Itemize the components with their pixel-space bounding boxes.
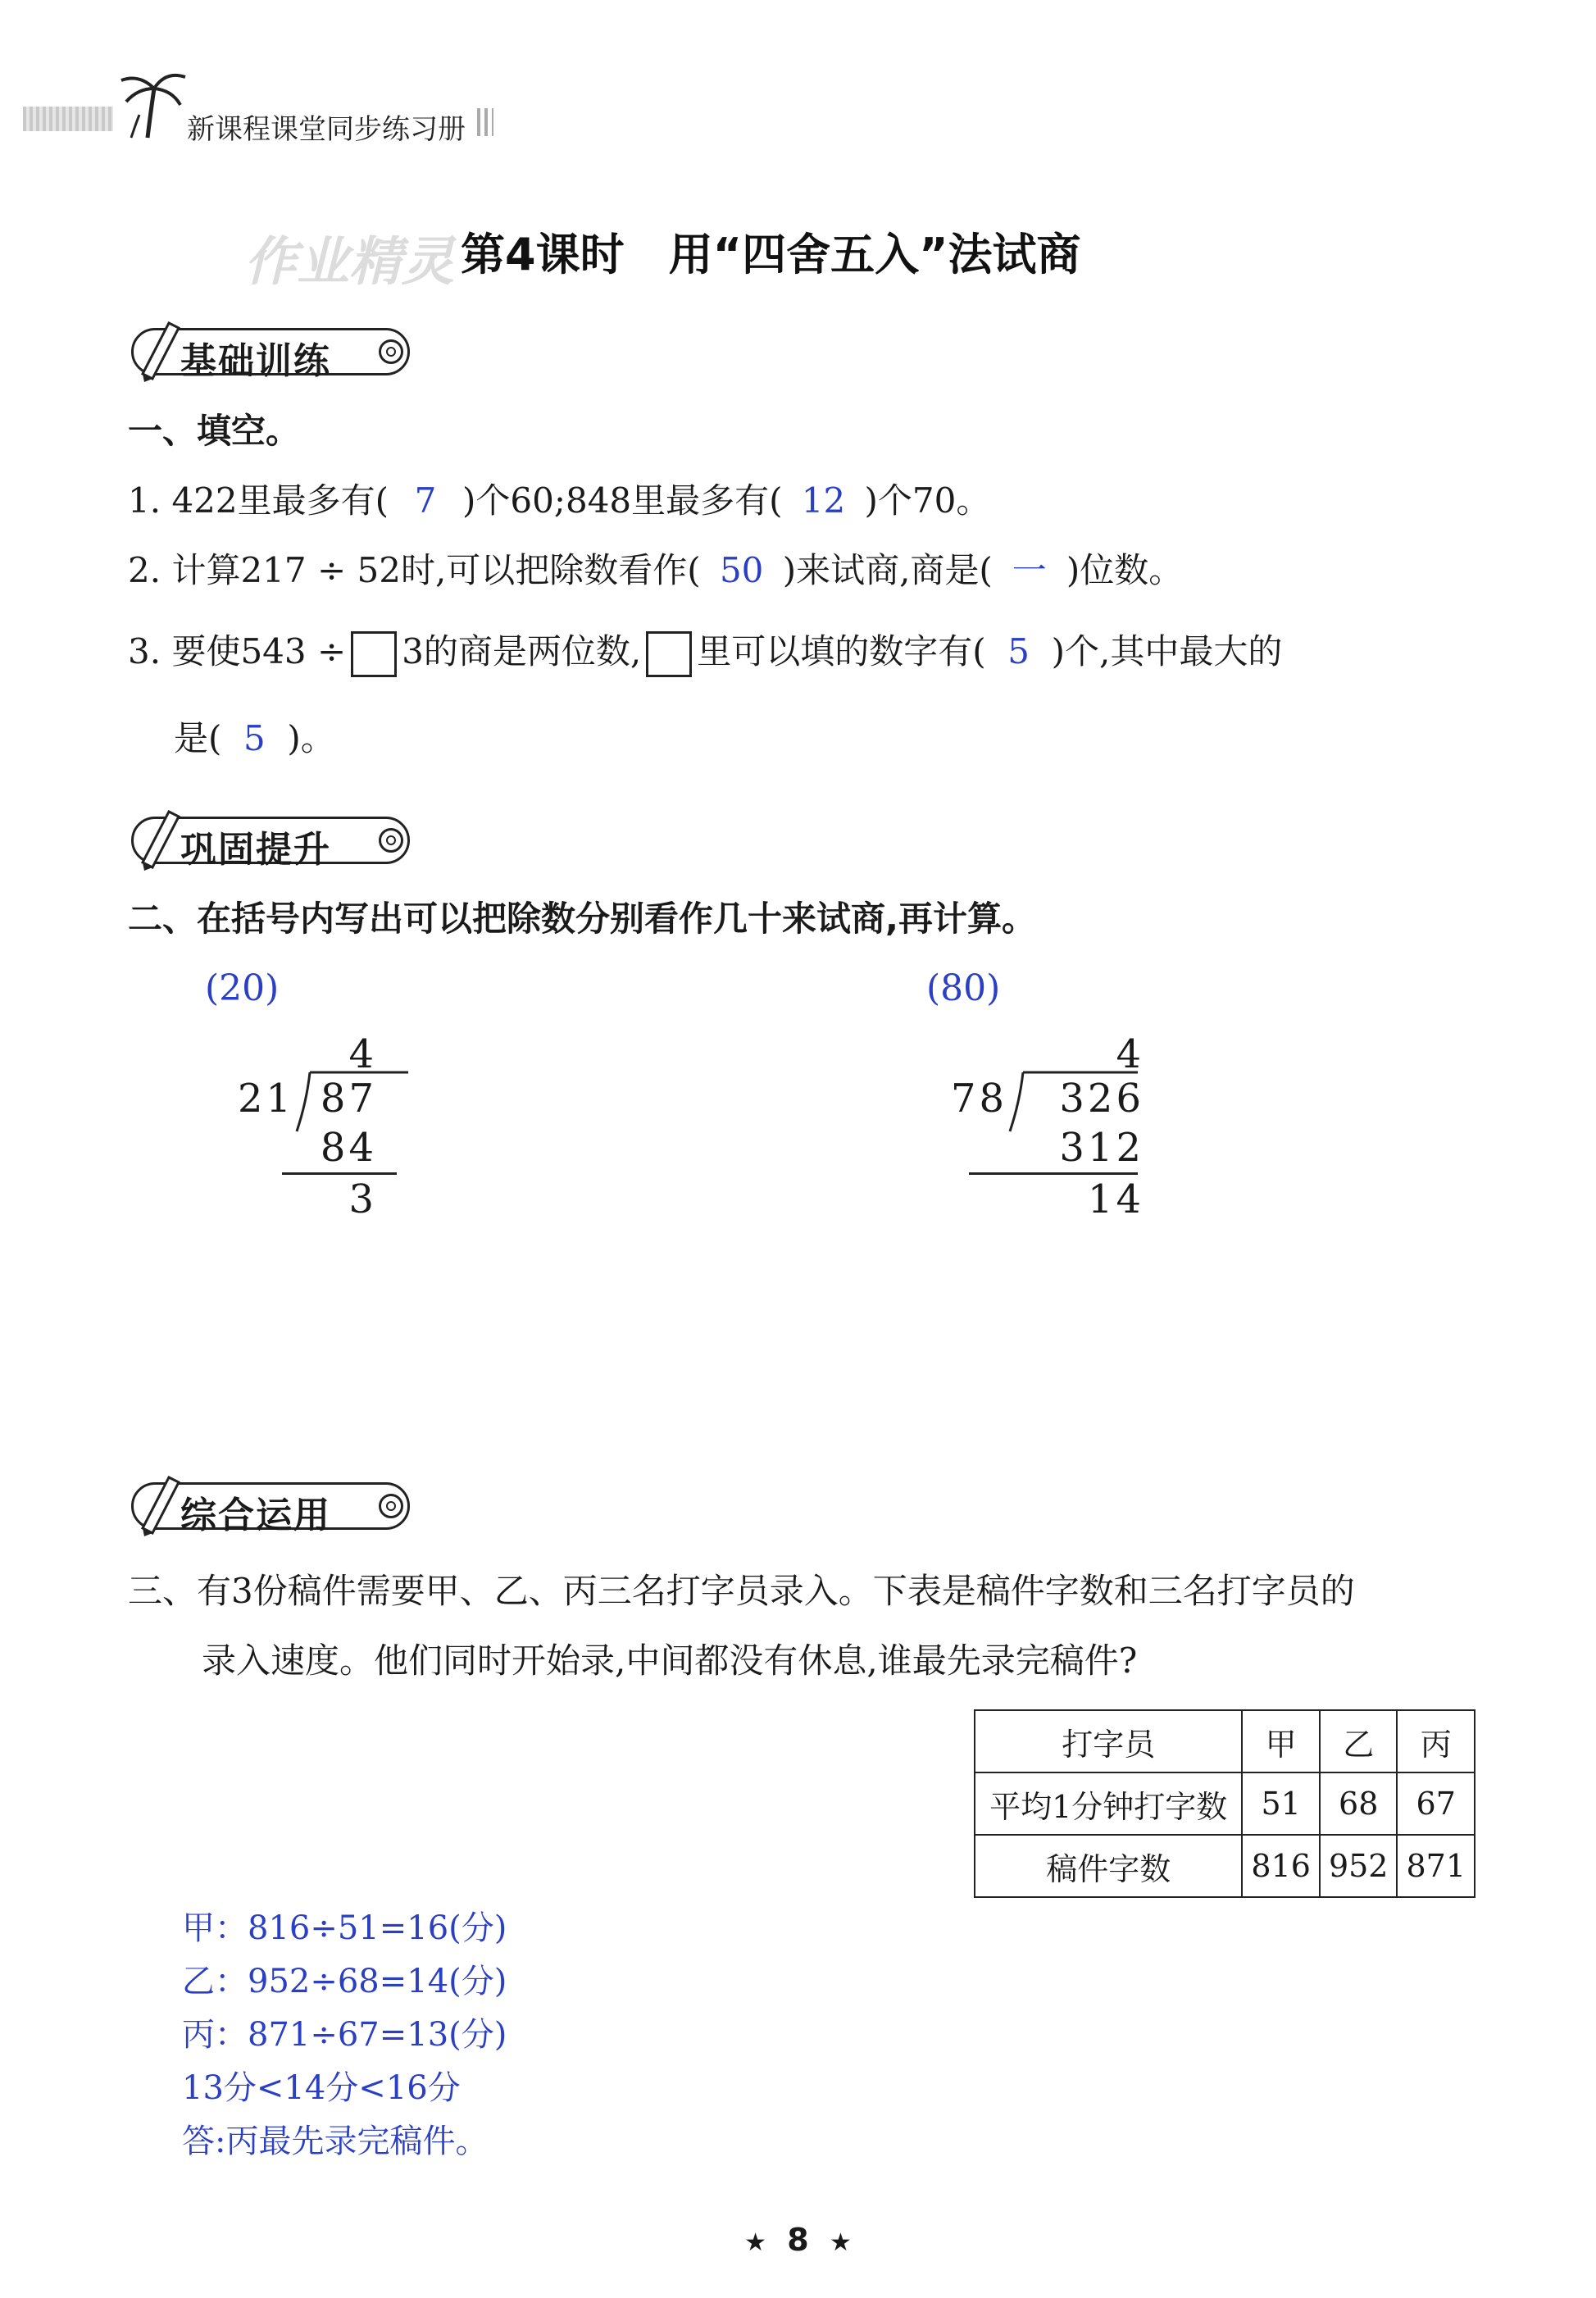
pencil-icon (134, 1476, 184, 1536)
question-text: )位数。 (1066, 550, 1184, 590)
question-number: 1. (128, 480, 161, 521)
pencil-icon (134, 810, 184, 871)
divisor: 78 (951, 1076, 1008, 1122)
question-text: )个60;848里最多有( (462, 480, 783, 521)
remainder: 14 (1087, 1176, 1144, 1222)
ring-icon (379, 828, 403, 853)
palm-tree-icon (115, 66, 189, 139)
pencil-icon (134, 321, 184, 382)
ring-icon (379, 339, 403, 364)
question-text: 里可以填的数字有( (697, 631, 986, 671)
divisor: 21 (238, 1076, 295, 1122)
quotient: 4 (1116, 1031, 1144, 1077)
question-text: 是( (174, 718, 222, 758)
question-text: 3的商是两位数, (402, 631, 642, 671)
table-cell: 68 (1320, 1772, 1398, 1835)
table-cell: 816 (1242, 1835, 1320, 1897)
answer: 一 (1012, 550, 1047, 590)
table-cell: 乙 (1320, 1710, 1398, 1772)
remainder: 3 (348, 1176, 377, 1222)
page-number: 8 (787, 2222, 809, 2258)
ring-icon (379, 1494, 403, 1518)
answer-line: 答:丙最先录完稿件。 (182, 2123, 489, 2160)
lesson-title: 第4课时 用“四舍五入”法试商 (461, 229, 1081, 280)
answer: 7 (414, 480, 437, 521)
typing-speed-table (974, 1709, 1476, 1898)
star-icon: ★ (744, 2228, 767, 2257)
section-badge-basic (123, 321, 418, 380)
long-division-1 (205, 967, 418, 1230)
star-icon: ★ (829, 2228, 852, 2257)
table-row (975, 1835, 1475, 1897)
part2-heading: 二、在括号内写出可以把除数分别看作几十来试商,再计算。 (128, 899, 1036, 939)
answer-line: 丙：871÷67=13(分) (182, 2016, 507, 2054)
answer-line: 13分<14分<16分 (182, 2069, 461, 2107)
question-text: 计算217 ÷ 52时,可以把除数看作( (171, 550, 701, 590)
product: 312 (1059, 1125, 1144, 1171)
answer: 5 (1007, 631, 1030, 671)
blank-box[interactable] (351, 631, 397, 677)
table-cell: 51 (1242, 1772, 1320, 1835)
table-cell: 丙 (1397, 1710, 1475, 1772)
dividend: 87 (320, 1076, 377, 1122)
estimate: (20) (205, 967, 280, 1009)
dividend: 326 (1059, 1076, 1144, 1122)
section-label: 基础训练 (180, 340, 331, 382)
table-row (975, 1710, 1475, 1772)
table-cell: 打字员 (975, 1710, 1242, 1772)
question-1 (128, 480, 991, 521)
section-label: 巩固提升 (180, 829, 331, 871)
table-cell: 952 (1320, 1835, 1398, 1897)
part3-question-line2: 录入速度。他们同时开始录,中间都没有休息,谁最先录完稿件? (202, 1640, 1138, 1681)
section-badge-comprehensive (123, 1476, 418, 1535)
subtraction-line (282, 1172, 397, 1175)
product: 84 (320, 1125, 377, 1171)
header-bars (477, 108, 493, 136)
answer: 5 (243, 718, 266, 758)
estimate: (80) (926, 967, 1001, 1009)
section-label: 综合运用 (180, 1495, 331, 1536)
question-text: 要使543 ÷ (171, 631, 347, 671)
section-badge-consolidate (123, 810, 418, 869)
book-title: 新课程课堂同步练习册 (187, 113, 466, 146)
table-cell: 67 (1397, 1772, 1475, 1835)
table-cell: 平均1分钟打字数 (975, 1772, 1242, 1835)
blank-box[interactable] (646, 631, 692, 677)
long-division-2 (926, 967, 1144, 1230)
question-text: 422里最多有( (171, 480, 389, 521)
table-cell: 稿件字数 (975, 1835, 1242, 1897)
question-text: )个,其中最大的 (1051, 631, 1283, 671)
question-text: )。 (287, 718, 335, 758)
question-text: )来试商,商是( (782, 550, 993, 590)
question-3-continued (174, 718, 335, 758)
question-number: 3. (128, 631, 161, 671)
answer-line: 甲：816÷51=16(分) (182, 1909, 507, 1947)
question-3 (128, 631, 1282, 677)
page-footer (0, 2222, 1596, 2258)
table-cell: 甲 (1242, 1710, 1320, 1772)
question-number: 2. (128, 550, 161, 590)
question-text: )个70。 (864, 480, 991, 521)
answer: 50 (719, 550, 764, 590)
subtraction-line (969, 1172, 1138, 1175)
question-2 (128, 550, 1184, 590)
part1-heading: 一、填空。 (128, 411, 301, 451)
quotient: 4 (348, 1031, 377, 1077)
table-cell: 871 (1397, 1835, 1475, 1897)
table-row (975, 1772, 1475, 1835)
handwritten-answer (182, 1902, 507, 2168)
answer: 12 (801, 480, 846, 521)
watermark: 作业精灵 (244, 232, 454, 293)
header-stripe (23, 107, 113, 131)
answer-line: 乙：952÷68=14(分) (182, 1963, 507, 2000)
part3-question-line1: 三、有3份稿件需要甲、乙、丙三名打字员录入。下表是稿件字数和三名打字员的 (128, 1571, 1355, 1611)
